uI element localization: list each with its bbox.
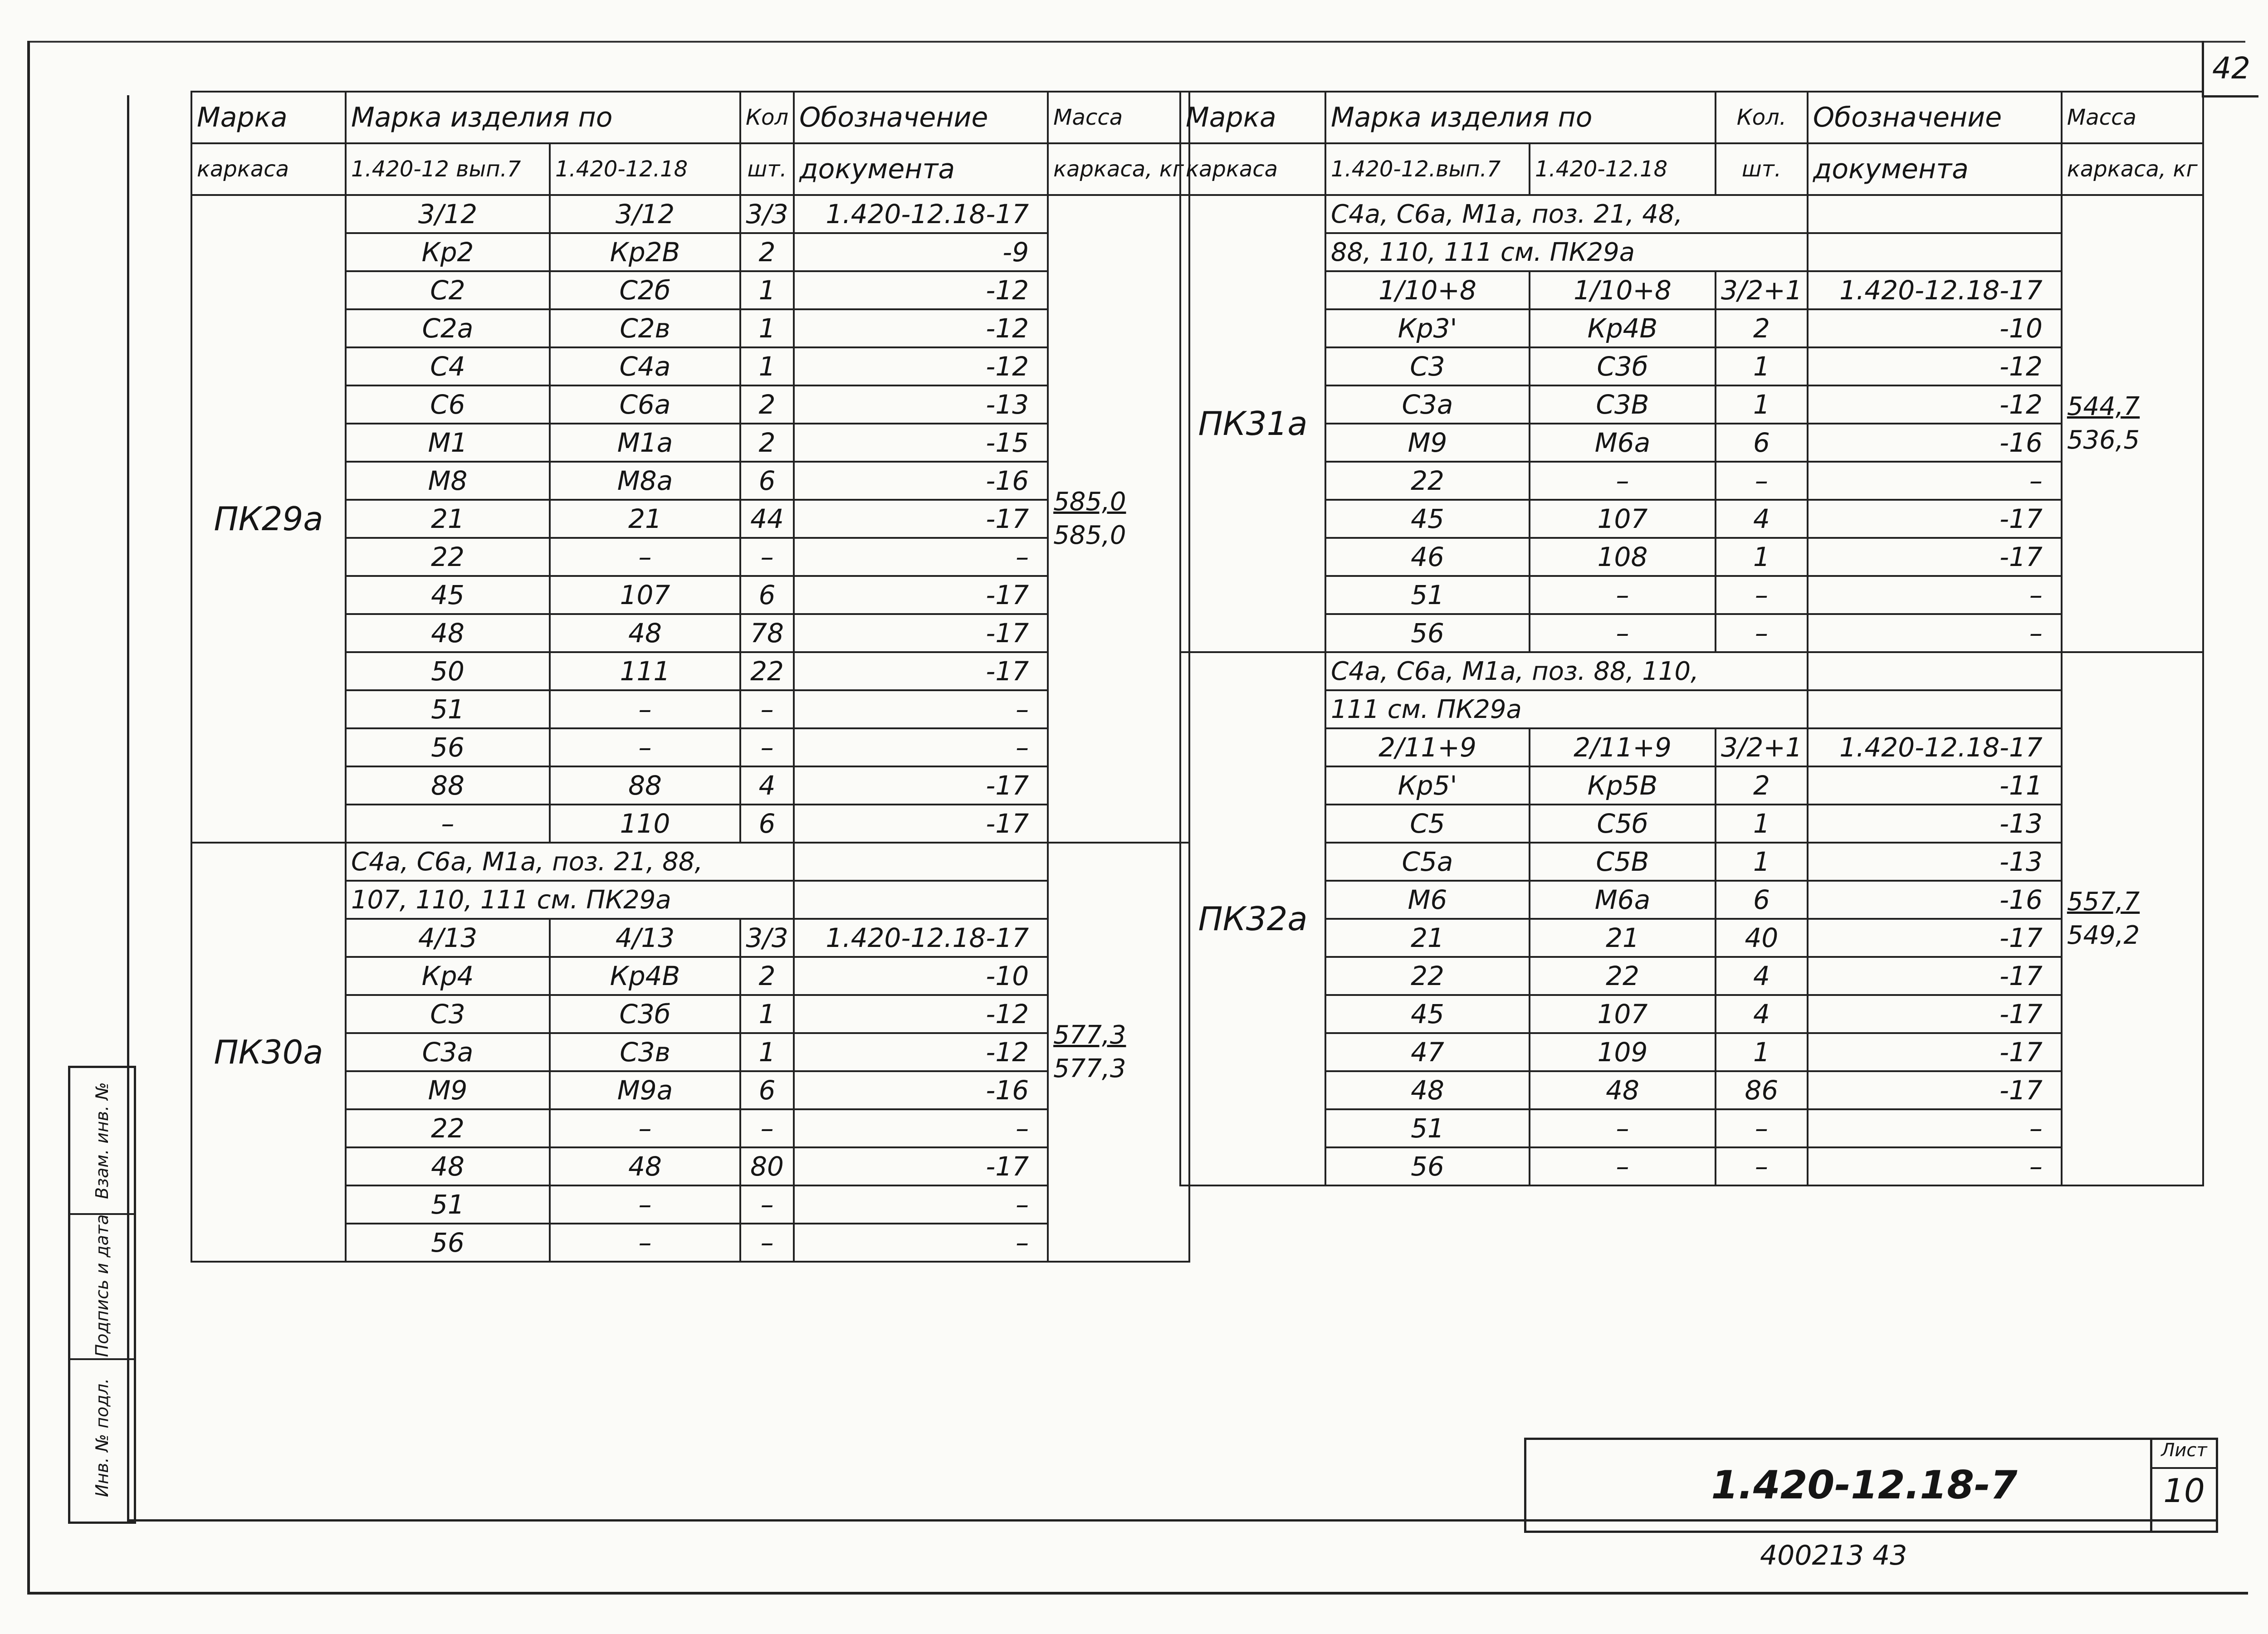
item-qty: – <box>740 1185 794 1224</box>
frame-mark: ПК29а <box>191 195 346 843</box>
doc-designation: -12 <box>794 1033 1048 1071</box>
doc-designation: -9 <box>794 233 1048 271</box>
mass-value: 536,5 <box>2067 425 2140 455</box>
header-mark-frame-2: каркаса <box>191 143 346 195</box>
table-row <box>1180 843 2203 881</box>
doc-designation: – <box>1808 1109 2062 1147</box>
doc-designation: -17 <box>1808 500 2062 538</box>
header-row <box>191 92 1189 143</box>
doc-designation: -10 <box>794 957 1048 995</box>
side-stamp <box>68 1066 136 1524</box>
item-mark-b: Кр4В <box>550 957 740 995</box>
doc-designation: -17 <box>794 1147 1048 1185</box>
item-qty: – <box>1716 462 1808 500</box>
table-row <box>1180 766 2203 805</box>
item-qty: 1 <box>1716 538 1808 576</box>
doc-designation: -17 <box>1808 538 2062 576</box>
header-item-mark: Марка изделия по <box>1325 92 1716 143</box>
frame-mass <box>2062 652 2203 1185</box>
item-qty: 44 <box>740 500 794 538</box>
item-mark-a: С4 <box>346 347 550 385</box>
item-mark-a: 51 <box>1325 576 1530 614</box>
item-qty: 3/3 <box>740 195 794 233</box>
doc-designation: – <box>794 728 1048 766</box>
item-mark-b: 110 <box>550 805 740 843</box>
item-mark-b: С2б <box>550 271 740 309</box>
item-mark-a: 56 <box>1325 1147 1530 1185</box>
item-mark-b: 48 <box>550 614 740 652</box>
doc-designation: 1.420-12.18-17 <box>1808 728 2062 766</box>
mass-value: 585,0 <box>1053 487 1126 517</box>
header-col-b: 1.420-12.18 <box>1530 143 1716 195</box>
item-mark-b: 4/13 <box>550 919 740 957</box>
item-mark-a: М1 <box>346 424 550 462</box>
header-col-a: 1.420-12.вып.7 <box>1325 143 1530 195</box>
item-mark-a: С3 <box>346 995 550 1033</box>
item-mark-b: – <box>550 1109 740 1147</box>
item-mark-a: С5а <box>1325 843 1530 881</box>
doc-designation: – <box>794 1185 1048 1224</box>
item-mark-a: М9 <box>1325 424 1530 462</box>
item-mark-b: – <box>1530 576 1716 614</box>
header-mass: Масса <box>1048 92 1189 143</box>
header-mass: Масса <box>2062 92 2203 143</box>
header-qty: Кол. <box>1716 92 1808 143</box>
doc-designation: -12 <box>794 309 1048 347</box>
item-mark-a: 45 <box>1325 995 1530 1033</box>
item-mark-b: 2/11+9 <box>1530 728 1716 766</box>
spec-table-right-body <box>1180 92 2203 1185</box>
item-mark-a: 50 <box>346 652 550 690</box>
item-mark-b: С2в <box>550 309 740 347</box>
doc-designation: 1.420-12.18-17 <box>1808 271 2062 309</box>
item-qty: 3/2+1 <box>1716 728 1808 766</box>
item-mark-b: С3в <box>550 1033 740 1071</box>
doc-designation: -12 <box>1808 347 2062 385</box>
item-qty: 1 <box>1716 347 1808 385</box>
frame-mass <box>1048 843 1189 1262</box>
item-qty: 2 <box>1716 309 1808 347</box>
item-mark-a: С3а <box>1325 385 1530 424</box>
page-number: 42 <box>2202 41 2258 98</box>
table-row <box>1180 538 2203 576</box>
item-qty: 1 <box>1716 843 1808 881</box>
item-mark-b: С5б <box>1530 805 1716 843</box>
note-row <box>1180 195 2203 233</box>
item-mark-b: М6а <box>1530 881 1716 919</box>
item-qty: 6 <box>740 462 794 500</box>
item-qty: 1 <box>740 271 794 309</box>
item-qty: 22 <box>740 652 794 690</box>
item-mark-a: Кр5' <box>1325 766 1530 805</box>
item-mark-b: М1а <box>550 424 740 462</box>
item-mark-b: – <box>550 690 740 728</box>
item-mark-a: 45 <box>346 576 550 614</box>
item-mark-a: 22 <box>1325 957 1530 995</box>
doc-designation: -12 <box>794 995 1048 1033</box>
header-mark-frame-2: каркаса <box>1180 143 1325 195</box>
item-qty: – <box>1716 1147 1808 1185</box>
note-row <box>1180 233 2203 271</box>
header-row <box>1180 143 2203 195</box>
doc-designation: -17 <box>1808 919 2062 957</box>
item-mark-a: 21 <box>346 500 550 538</box>
item-mark-a: Кр3' <box>1325 309 1530 347</box>
doc-designation: – <box>794 690 1048 728</box>
archive-code: 400213 43 <box>1760 1540 1907 1571</box>
item-mark-b: – <box>550 538 740 576</box>
sheet-number: 10 <box>2163 1472 2205 1510</box>
table-row <box>1180 728 2203 766</box>
item-mark-a: – <box>346 805 550 843</box>
item-qty: 2 <box>1716 766 1808 805</box>
table-row <box>1180 1033 2203 1071</box>
item-mark-a: С5 <box>1325 805 1530 843</box>
doc-designation: – <box>1808 576 2062 614</box>
frame-mark: ПК30а <box>191 843 346 1262</box>
table-row <box>1180 957 2203 995</box>
header-item-mark: Марка изделия по <box>346 92 740 143</box>
item-qty: 1 <box>740 995 794 1033</box>
item-mark-a: 56 <box>346 1224 550 1262</box>
item-mark-b: 107 <box>550 576 740 614</box>
item-mark-a: С3 <box>1325 347 1530 385</box>
item-mark-b: – <box>550 1185 740 1224</box>
header-row <box>191 143 1189 195</box>
item-mark-a: С6 <box>346 385 550 424</box>
note-row <box>191 843 1189 881</box>
item-mark-b: – <box>550 728 740 766</box>
frame-mass <box>2062 195 2203 652</box>
mass-value: 549,2 <box>2067 921 2140 950</box>
empty-cell <box>1808 195 2062 233</box>
doc-designation: 1.420-12.18-17 <box>794 195 1048 233</box>
item-mark-b: 109 <box>1530 1033 1716 1071</box>
item-mark-b: С4а <box>550 347 740 385</box>
item-qty: 1 <box>1716 1033 1808 1071</box>
item-mark-b: 111 <box>550 652 740 690</box>
item-mark-a: 22 <box>346 538 550 576</box>
doc-designation: -17 <box>794 805 1048 843</box>
item-qty: – <box>740 728 794 766</box>
table-row <box>1180 271 2203 309</box>
group-note: 107, 110, 111 см. ПК29а <box>346 881 794 919</box>
item-mark-a: 48 <box>346 1147 550 1185</box>
item-mark-b: С3б <box>550 995 740 1033</box>
item-qty: 4 <box>740 766 794 805</box>
doc-designation: -16 <box>1808 881 2062 919</box>
item-qty: – <box>1716 614 1808 652</box>
note-row <box>1180 652 2203 690</box>
mass-value: 544,7 <box>2067 392 2140 421</box>
item-mark-a: 51 <box>1325 1109 1530 1147</box>
doc-designation: 1.420-12.18-17 <box>794 919 1048 957</box>
table-row <box>1180 919 2203 957</box>
empty-cell <box>1808 233 2062 271</box>
item-qty: 6 <box>740 1071 794 1109</box>
header-qty: Кол <box>740 92 794 143</box>
doc-designation: -12 <box>1808 385 2062 424</box>
doc-designation: -17 <box>794 766 1048 805</box>
header-mark-frame: Марка <box>191 92 346 143</box>
table-row <box>1180 500 2203 538</box>
table-row <box>1180 1071 2203 1109</box>
doc-designation: -13 <box>1808 843 2062 881</box>
header-mark-frame: Марка <box>1180 92 1325 143</box>
frame-mark: ПК31а <box>1180 195 1325 652</box>
item-mark-a: 3/12 <box>346 195 550 233</box>
doc-designation: -11 <box>1808 766 2062 805</box>
group-note: С4а, С6а, М1а, поз. 88, 110, <box>1325 652 1808 690</box>
table-row <box>1180 995 2203 1033</box>
item-mark-b: 88 <box>550 766 740 805</box>
item-qty: 3/2+1 <box>1716 271 1808 309</box>
item-mark-a: М8 <box>346 462 550 500</box>
item-mark-b: 22 <box>1530 957 1716 995</box>
doc-designation: -17 <box>1808 995 2062 1033</box>
stamp-sign-date: Подпись и дата <box>92 1214 112 1357</box>
header-row <box>1180 92 2203 143</box>
item-qty: – <box>1716 576 1808 614</box>
item-mark-a: 22 <box>1325 462 1530 500</box>
note-row <box>1180 690 2203 728</box>
group-note: С4а, С6а, М1а, поз. 21, 48, <box>1325 195 1808 233</box>
item-mark-b: С6а <box>550 385 740 424</box>
item-mark-a: М9 <box>346 1071 550 1109</box>
header-mass-unit: каркаса, кг <box>1048 143 1189 195</box>
item-qty: 78 <box>740 614 794 652</box>
item-mark-b: Кр2В <box>550 233 740 271</box>
item-qty: 40 <box>1716 919 1808 957</box>
item-mark-b: М6а <box>1530 424 1716 462</box>
empty-cell <box>1808 652 2062 690</box>
doc-designation: -16 <box>794 462 1048 500</box>
title-block-doc-code: 1.420-12.18-7 <box>1524 1438 2202 1533</box>
table-row <box>1180 805 2203 843</box>
item-mark-b: М9а <box>550 1071 740 1109</box>
item-mark-b: 48 <box>1530 1071 1716 1109</box>
item-mark-b: 108 <box>1530 538 1716 576</box>
item-mark-a: 47 <box>1325 1033 1530 1071</box>
empty-cell <box>794 843 1048 881</box>
sheet-label: Лист <box>2152 1440 2216 1469</box>
doc-designation: – <box>1808 614 2062 652</box>
item-mark-a: 2/11+9 <box>1325 728 1530 766</box>
item-qty: 1 <box>1716 805 1808 843</box>
table-row <box>1180 462 2203 500</box>
group-note: 111 см. ПК29а <box>1325 690 1808 728</box>
doc-designation: -17 <box>1808 957 2062 995</box>
item-qty: 4 <box>1716 500 1808 538</box>
doc-designation: -13 <box>794 385 1048 424</box>
item-qty: 6 <box>740 576 794 614</box>
item-mark-b: – <box>550 1224 740 1262</box>
item-mark-a: Кр4 <box>346 957 550 995</box>
item-qty: 4 <box>1716 957 1808 995</box>
item-qty: – <box>740 1224 794 1262</box>
table-row <box>1180 1109 2203 1147</box>
title-block-sheet <box>2150 1438 2218 1533</box>
item-mark-a: 88 <box>346 766 550 805</box>
item-mark-b: Кр5В <box>1530 766 1716 805</box>
header-doc-2: документа <box>1808 143 2062 195</box>
item-mark-b: С3В <box>1530 385 1716 424</box>
item-qty: 1 <box>740 1033 794 1071</box>
stamp-inv-no: Инв. № подл. <box>92 1378 112 1497</box>
item-mark-a: Кр2 <box>346 233 550 271</box>
item-mark-b: 21 <box>550 500 740 538</box>
item-mark-a: 45 <box>1325 500 1530 538</box>
item-mark-a: 56 <box>1325 614 1530 652</box>
doc-designation: -16 <box>794 1071 1048 1109</box>
doc-designation: -10 <box>1808 309 2062 347</box>
header-doc: Обозначение <box>1808 92 2062 143</box>
item-mark-a: С2 <box>346 271 550 309</box>
mass-value: 557,7 <box>2067 887 2140 917</box>
doc-designation: -17 <box>1808 1071 2062 1109</box>
item-mark-a: 4/13 <box>346 919 550 957</box>
item-mark-a: 51 <box>346 1185 550 1224</box>
doc-designation: -13 <box>1808 805 2062 843</box>
item-mark-b: М8а <box>550 462 740 500</box>
item-mark-b: 3/12 <box>550 195 740 233</box>
table-row <box>1180 424 2203 462</box>
doc-designation: -17 <box>1808 1033 2062 1071</box>
item-mark-a: 21 <box>1325 919 1530 957</box>
item-qty: – <box>1716 1109 1808 1147</box>
item-qty: 6 <box>740 805 794 843</box>
item-qty: 3/3 <box>740 919 794 957</box>
doc-designation: -17 <box>794 500 1048 538</box>
item-mark-a: М6 <box>1325 881 1530 919</box>
header-qty-unit: шт. <box>740 143 794 195</box>
item-mark-a: 51 <box>346 690 550 728</box>
item-mark-b: С3б <box>1530 347 1716 385</box>
table-row <box>1180 347 2203 385</box>
header-col-b: 1.420-12.18 <box>550 143 740 195</box>
doc-designation: – <box>1808 462 2062 500</box>
doc-designation: – <box>794 1224 1048 1262</box>
item-qty: 2 <box>740 233 794 271</box>
item-mark-b: 107 <box>1530 995 1716 1033</box>
item-qty: 86 <box>1716 1071 1808 1109</box>
group-note: 88, 110, 111 см. ПК29а <box>1325 233 1808 271</box>
item-mark-b: – <box>1530 1109 1716 1147</box>
doc-designation: – <box>794 538 1048 576</box>
item-mark-b: – <box>1530 1147 1716 1185</box>
doc-designation: -17 <box>794 652 1048 690</box>
spec-table-left <box>191 91 1190 1263</box>
frame-mark: ПК32а <box>1180 652 1325 1185</box>
frame-mass <box>1048 195 1189 843</box>
doc-designation: -15 <box>794 424 1048 462</box>
item-mark-a: 1/10+8 <box>1325 271 1530 309</box>
doc-designation: – <box>794 1109 1048 1147</box>
spec-table-right <box>1179 91 2204 1186</box>
doc-designation: -12 <box>794 271 1048 309</box>
item-mark-b: С5В <box>1530 843 1716 881</box>
table-row <box>1180 309 2203 347</box>
header-qty-unit: шт. <box>1716 143 1808 195</box>
item-mark-b: – <box>1530 462 1716 500</box>
item-qty: 80 <box>740 1147 794 1185</box>
item-mark-b: 107 <box>1530 500 1716 538</box>
item-qty: 2 <box>740 385 794 424</box>
group-note: С4а, С6а, М1а, поз. 21, 88, <box>346 843 794 881</box>
item-mark-b: 21 <box>1530 919 1716 957</box>
item-qty: 6 <box>1716 881 1808 919</box>
mass-value: 577,3 <box>1053 1054 1126 1083</box>
doc-designation: -16 <box>1808 424 2062 462</box>
header-mass-unit: каркаса, кг <box>2062 143 2203 195</box>
mass-value: 577,3 <box>1053 1020 1126 1050</box>
table-row <box>1180 385 2203 424</box>
table-row <box>1180 614 2203 652</box>
item-mark-a: 46 <box>1325 538 1530 576</box>
empty-cell <box>794 881 1048 919</box>
item-mark-a: 22 <box>346 1109 550 1147</box>
table-row <box>1180 881 2203 919</box>
spec-table-left-body <box>191 92 1189 1262</box>
item-qty: 1 <box>740 309 794 347</box>
item-qty: 6 <box>1716 424 1808 462</box>
header-doc: Обозначение <box>794 92 1048 143</box>
item-mark-b: – <box>1530 614 1716 652</box>
header-doc-2: документа <box>794 143 1048 195</box>
item-mark-a: С3а <box>346 1033 550 1071</box>
item-qty: 2 <box>740 424 794 462</box>
item-mark-a: 48 <box>346 614 550 652</box>
doc-designation: – <box>1808 1147 2062 1185</box>
item-mark-a: 56 <box>346 728 550 766</box>
doc-designation: -12 <box>794 347 1048 385</box>
item-mark-b: Кр4В <box>1530 309 1716 347</box>
table-row <box>1180 576 2203 614</box>
table-row <box>1180 1147 2203 1185</box>
item-qty: – <box>740 538 794 576</box>
header-col-a: 1.420-12 вып.7 <box>346 143 550 195</box>
item-mark-b: 1/10+8 <box>1530 271 1716 309</box>
doc-designation: -17 <box>794 614 1048 652</box>
item-qty: – <box>740 1109 794 1147</box>
empty-cell <box>1808 690 2062 728</box>
mass-value: 585,0 <box>1053 521 1126 550</box>
item-qty: 4 <box>1716 995 1808 1033</box>
item-qty: 2 <box>740 957 794 995</box>
item-mark-b: 48 <box>550 1147 740 1185</box>
item-mark-a: 48 <box>1325 1071 1530 1109</box>
doc-designation: -17 <box>794 576 1048 614</box>
item-qty: 1 <box>740 347 794 385</box>
stamp-replace-inv: Взам. инв. № <box>92 1082 112 1200</box>
item-qty: 1 <box>1716 385 1808 424</box>
item-qty: – <box>740 690 794 728</box>
item-mark-a: С2а <box>346 309 550 347</box>
table-row <box>191 195 1189 233</box>
